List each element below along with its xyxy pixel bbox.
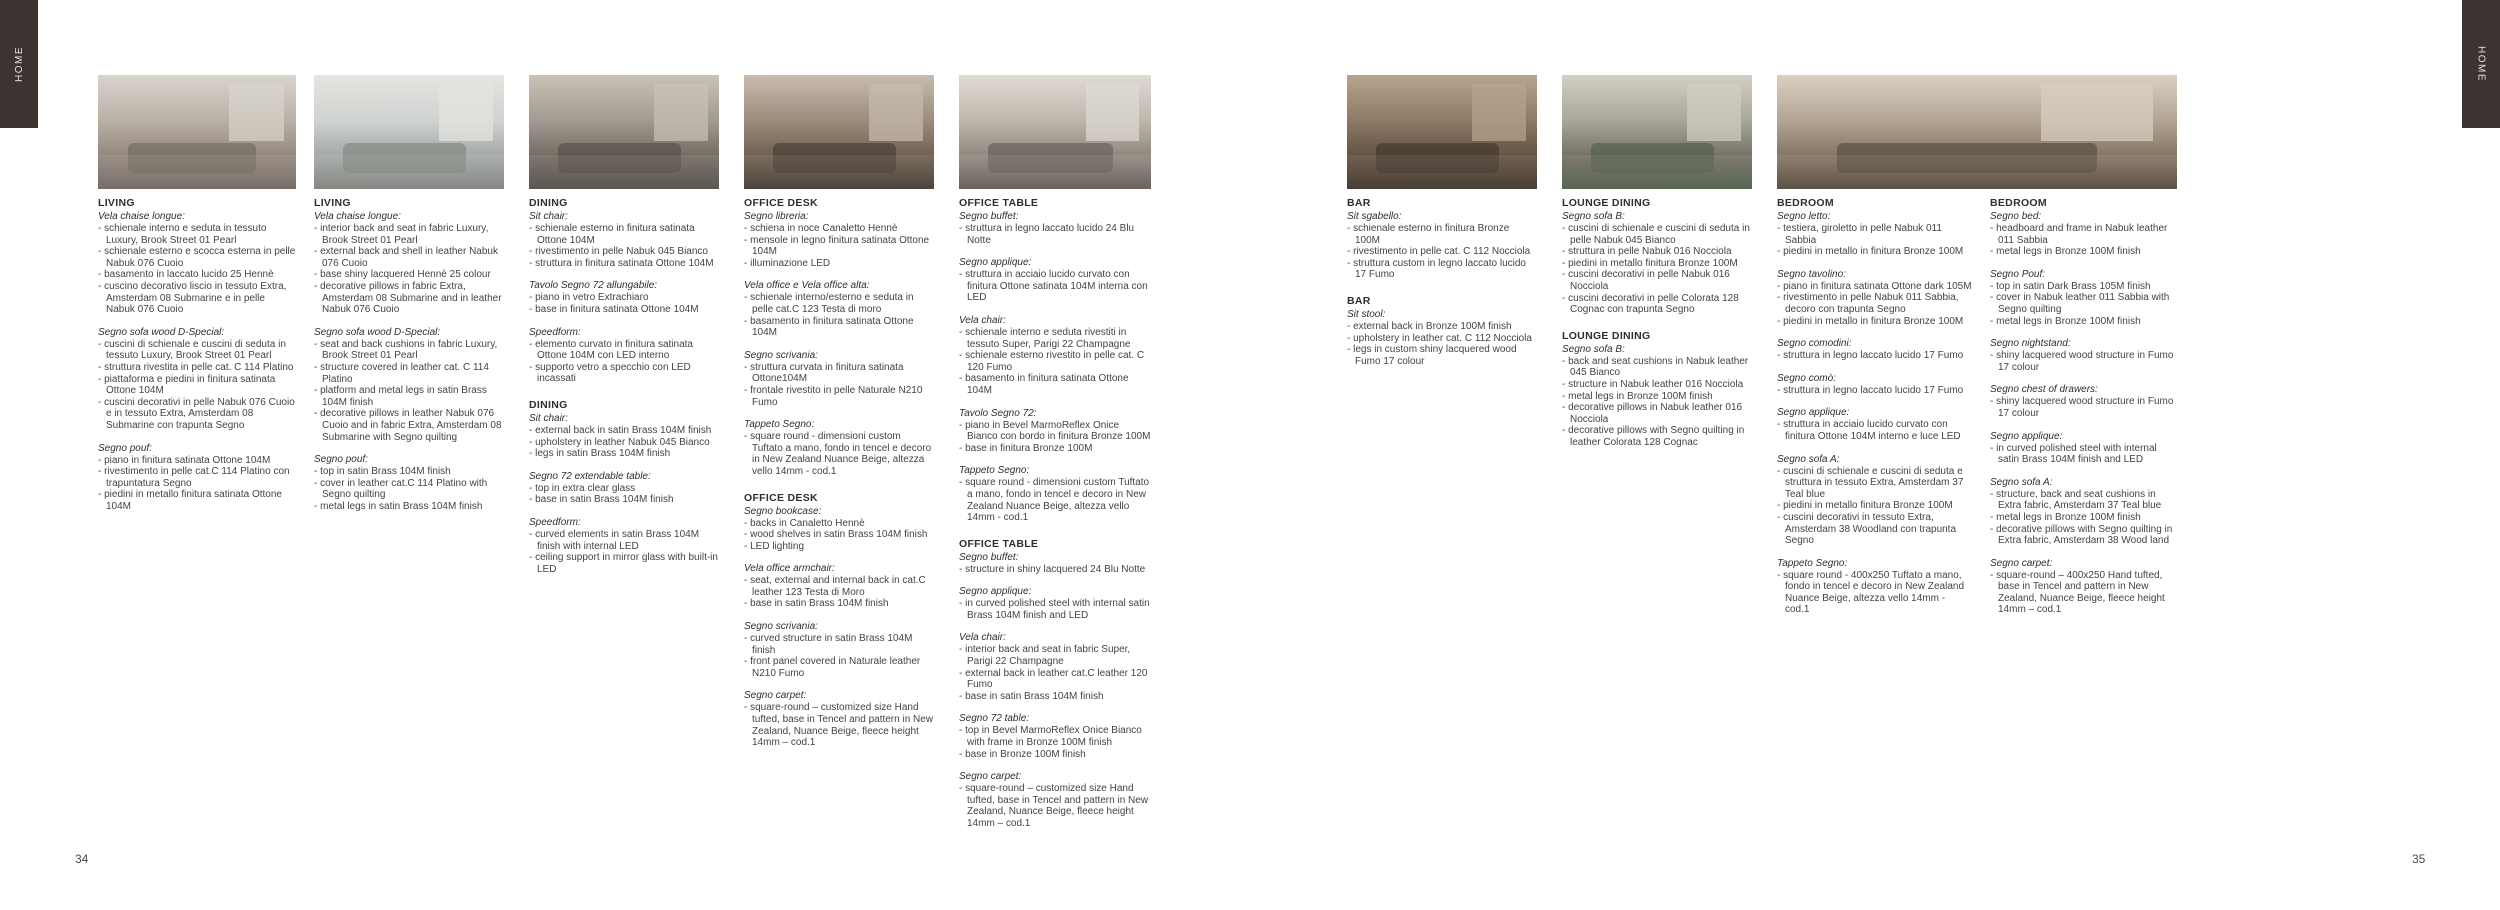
product-name: Segno buffet: — [959, 211, 1019, 222]
product-entry — [1562, 344, 1752, 449]
product-name: Vela chaise longue: — [98, 211, 185, 222]
spec-line: - metal legs in Bronze 100M finish — [1990, 511, 2141, 523]
window-light — [1687, 84, 1740, 141]
spec-line: - square round - 400x250 Tuftato a mano, fondo in tencel e decoro in New Zealand Nuance Beige, altezza vello 14mm - cod.1 — [1777, 569, 1965, 616]
furniture-shape — [558, 143, 682, 173]
product-entry — [1347, 309, 1537, 367]
column-living-it — [98, 75, 296, 526]
product-name: Segno scrivania: — [744, 621, 818, 633]
product-entry — [1777, 407, 1972, 442]
product-name: Segno libreria: — [744, 211, 809, 222]
spec-line: - metal legs in Bronze 100M finish — [1990, 246, 2141, 258]
product-entry — [529, 517, 719, 575]
spec-line: - piano in Bevel MarmoReflex Onice Bianco con bordo in finitura Bronze 100M — [959, 419, 1151, 443]
section-title: LIVING — [314, 197, 351, 209]
spec-line: - top in satin Dark Brass 105M finish — [1990, 280, 2151, 292]
spec-line: - legs in satin Brass 104M finish — [529, 448, 671, 460]
spec-line: - backs in Canaletto Hennè — [744, 517, 865, 529]
product-entry — [1990, 384, 2180, 419]
product-name: Segno pouf: — [98, 442, 152, 454]
product-entry — [529, 280, 719, 315]
product-entry — [959, 315, 1151, 397]
section — [98, 197, 296, 512]
product-name: Segno sofa wood D-Special: — [98, 326, 225, 338]
spec-line: - schienale interno/esterno e seduta in pelle cat.C 123 Testa di moro — [744, 292, 914, 315]
product-name: Tappeto Segno: — [744, 419, 815, 431]
spec-line: - curved structure in satin Brass 104M finish — [744, 633, 913, 656]
product-entry — [1777, 338, 1972, 362]
spec-line: - base shiny lacquered Hennè 25 colour — [314, 269, 491, 281]
product-entry — [529, 327, 719, 385]
product-entry — [1990, 477, 2180, 547]
section — [1347, 295, 1537, 367]
spec-line: - piedini in metallo finitura Bronze 100M — [1562, 257, 1738, 269]
product-name: Segno pouf: — [314, 454, 368, 466]
spec-line: - decorative pillows with Segno quilting in leather Colorata 128 Cognac — [1562, 425, 1745, 448]
product-entry — [744, 563, 934, 610]
spec-line: - piano in vetro Extrachiaro — [529, 292, 649, 304]
product-name: Segno comodini: — [1777, 338, 1852, 350]
product-entry — [744, 506, 934, 553]
product-entry — [744, 690, 934, 748]
spec-line: - piedini in metallo finitura Bronze 100M — [1777, 500, 1953, 512]
spec-line: - rivestimento in pelle Nabuk 011 Sabbia, decoro con trapunta Segno — [1777, 292, 1959, 315]
section — [529, 399, 719, 575]
product-entry — [1990, 558, 2180, 616]
spec-line: - metal legs in satin Brass 104M finish — [314, 500, 483, 512]
product-name: Segno 72 table: — [959, 713, 1030, 725]
product-name: Segno carpet: — [1990, 557, 2053, 569]
spec-line: - struttura curvata in finitura satinata Ottone104M — [744, 361, 904, 385]
spec-line: - front panel covered in Naturale leather N210 Fumo — [744, 656, 921, 679]
section — [744, 197, 934, 478]
product-name: Segno bed: — [1990, 211, 2042, 222]
spec-line: - cuscini decorativi in pelle Nabuk 016 Nocciola — [1562, 269, 1730, 292]
spec-line: - external back in Bronze 100M finish — [1347, 320, 1512, 332]
product-entry — [314, 211, 504, 316]
spec-line: - cuscini decorativi in pelle Nabuk 076 Cuoio e in tessuto Extra, Amsterdam 08 Submarine con trapunta Segno — [98, 396, 295, 431]
spec-line: - metal legs in Bronze 100M finish — [1990, 315, 2141, 327]
section-title: LOUNGE DINING — [1562, 329, 1651, 342]
spec-line: - basamento in finitura satinata Ottone 104M — [959, 373, 1129, 396]
spec-line: - supporto vetro a specchio con LED incassati — [529, 361, 691, 385]
window-light — [229, 84, 284, 141]
product-entry — [529, 471, 719, 506]
spec-line: - decorative pillows in fabric Extra, Amsterdam 08 Submarine and in leather Nabuk 076 Cuoio — [314, 280, 502, 316]
product-name: Segno Pouf: — [1990, 268, 2046, 280]
section-title: OFFICE TABLE — [959, 197, 1039, 209]
spec-line: - struttura in legno laccato lucido 24 Blu Notte — [959, 223, 1135, 246]
product-name: Segno buffet: — [959, 551, 1019, 563]
product-entry — [1347, 211, 1537, 281]
section — [959, 538, 1151, 830]
section — [1347, 197, 1537, 281]
furniture-shape — [773, 143, 897, 173]
spec-line: - legs in custom shiny lacquered wood Fumo 17 colour — [1347, 344, 1517, 367]
product-entry — [1990, 269, 2180, 327]
spec-line: - in curved polished steel with internal satin Brass 104M finish and LED — [1990, 442, 2157, 466]
spec-line: - base in satin Brass 104M finish — [744, 598, 889, 610]
spec-line: - square-round – customized size Hand tufted, base in Tencel and pattern in New Zealand, Nuance Beige, fleece height 14mm – cod.1 — [959, 783, 1149, 829]
product-name: Vela office e Vela office alta: — [744, 280, 870, 292]
spec-line: - top in Bevel MarmoReflex Onice Bianco with frame in Bronze 100M finish — [959, 725, 1142, 749]
spec-line: - cover in Nabuk leather 011 Sabbia with Segno quilting — [1990, 292, 2170, 315]
product-name: Segno scrivania: — [744, 349, 818, 361]
window-light — [869, 84, 922, 141]
spec-line: - ceiling support in mirror glass with built-in LED — [529, 552, 718, 575]
spec-line: - headboard and frame in Nabuk leather 011 Sabbia — [1990, 223, 2168, 246]
spec-line: - metal legs in Bronze 100M finish — [1562, 390, 1713, 402]
product-entry — [744, 211, 934, 269]
spec-line: - frontale rivestito in pelle Naturale N210 Fumo — [744, 384, 923, 408]
spec-line: - schienale esterno in finitura satinata Ottone 104M — [529, 223, 695, 246]
spec-line: - elemento curvato in finitura satinata Ottone 104M con LED interno — [529, 338, 693, 362]
photo — [1347, 75, 1537, 189]
product-name: Segno applique: — [1990, 430, 2063, 442]
spec-line: - square round - dimensioni custom Tuftato a mano, fondo in tencel e decoro in New Zealand Nuance Beige, altezza vello 14mm - cod.1 — [744, 431, 932, 477]
product-name: Segno applique: — [959, 586, 1032, 598]
product-entry — [1990, 338, 2180, 373]
section-title: BEDROOM — [1777, 197, 1834, 209]
spec-line: - schienale esterno rivestito in pelle cat. C 120 Fumo — [959, 350, 1145, 373]
spec-line: - piedini in metallo finitura satinata Ottone 104M — [98, 489, 282, 512]
spec-line: - cuscini di schienale e cuscini di seduta in pelle Nabuk 045 Bianco — [1562, 223, 1750, 246]
product-name: Segno sofa A: — [1777, 453, 1840, 465]
spec-line: - illuminazione LED — [744, 257, 831, 269]
spec-line: - decorative pillows in leather Nabuk 076 Cuoio and in fabric Extra, Amsterdam 08 Submarine with Segno quilting — [314, 408, 502, 443]
product-name: Segno sofa B: — [1562, 343, 1625, 355]
product-entry — [1777, 454, 1972, 547]
page-number-right: 35 — [2412, 852, 2426, 866]
spec-line: - rivestimento in pelle cat.C 114 Platino con trapuntatura Segno — [98, 466, 290, 489]
spec-line: - square-round – 400x250 Hand tufted, base in Tencel and pattern in New Zealand, Nuance Beige, fleece height 14mm – cod.1 — [1990, 569, 2165, 616]
spec-line: - struttura in acciaio lucido curvato con finitura Ottone 104M interno e luce LED — [1777, 419, 1961, 442]
product-name: Segno sofa A: — [1990, 476, 2053, 488]
product-name: Segno carpet: — [744, 690, 807, 702]
product-name: Segno letto: — [1777, 211, 1831, 222]
product-name: Segno tavolino: — [1777, 268, 1846, 280]
home-tab-left[interactable] — [0, 0, 38, 128]
spec-line: - back and seat cushions in Nabuk leather 045 Bianco — [1562, 355, 1749, 379]
product-name: Sit stool: — [1347, 308, 1386, 320]
spec-line: - interior back and seat in fabric Super, Parigi 22 Champagne — [959, 644, 1131, 668]
section — [744, 492, 934, 749]
section-title: BAR — [1347, 197, 1371, 209]
section-title: OFFICE DESK — [744, 197, 818, 209]
product-entry — [959, 632, 1151, 702]
product-entry — [1990, 211, 2180, 258]
spec-line: - LED lighting — [744, 540, 805, 552]
column-office-table — [959, 75, 1151, 844]
spec-line: - decorative pillows with Segno quilting in Extra fabric, Amsterdam 38 Wood land — [1990, 523, 2173, 547]
section-title: LIVING — [98, 197, 135, 209]
product-entry — [744, 621, 934, 679]
spec-line: - base in finitura Bronze 100M — [959, 442, 1093, 454]
section — [1777, 197, 1972, 616]
spec-line: - struttura in legno laccato lucido 17 Fumo — [1777, 384, 1964, 396]
spec-line: - struttura in finitura satinata Ottone 104M — [529, 257, 714, 269]
product-entry — [959, 465, 1151, 523]
spec-line: - decorative pillows in Nabuk leather 016 Nocciola — [1562, 402, 1743, 425]
product-entry — [744, 280, 934, 338]
spec-line: - seat, external and internal back in cat.C leather 123 Testa di Moro — [744, 575, 926, 598]
section — [1562, 330, 1752, 449]
product-entry — [1562, 211, 1752, 316]
spec-line: - cuscini di schienale e cuscini di seduta e struttura in tessuto Extra, Amsterdam 37 Teal blue — [1777, 465, 1964, 500]
spec-line: - piattaforma e piedini in finitura satinata Ottone 104M — [98, 373, 276, 397]
spec-line: - cover in leather cat.C 114 Platino with Segno quilting — [314, 477, 488, 501]
spec-line: - cuscini decorativi in tessuto Extra, Amsterdam 38 Woodland con trapunta Segno — [1777, 511, 1957, 547]
section-title: BEDROOM — [1990, 197, 2047, 209]
spec-line: - schienale interno e seduta rivestiti in tessuto Super, Parigi 22 Champagne — [959, 326, 1131, 350]
product-name: Speedform: — [529, 326, 581, 338]
window-light — [1472, 84, 1525, 141]
furniture-shape — [988, 143, 1113, 173]
product-entry — [98, 327, 296, 432]
product-entry — [1777, 373, 1972, 397]
section-title: BAR — [1347, 294, 1371, 307]
spec-line: - cuscini di schienale e cuscini di seduta in tessuto Luxury, Brook Street 01 Pearl — [98, 338, 286, 362]
photo — [959, 75, 1151, 189]
product-entry — [959, 408, 1151, 455]
spec-line: - base in finitura satinata Ottone 104M — [529, 303, 699, 315]
home-tab-label: HOME — [13, 46, 25, 82]
spec-line: - seat and back cushions in fabric Luxury, Brook Street 01 Pearl — [314, 338, 498, 362]
spec-line: - struttura in legno laccato lucido 17 Fumo — [1777, 350, 1964, 362]
product-name: Segno chest of drawers: — [1990, 384, 2098, 396]
spec-line: - struttura in acciaio lucido curvato con finitura Ottone satinata 104M interna con LED — [959, 269, 1148, 304]
section — [529, 197, 719, 385]
product-entry — [744, 419, 934, 477]
product-name: Segno sofa B: — [1562, 211, 1625, 222]
spec-line: - shiny lacquered wood structure in Fumo 17 colour — [1990, 396, 2174, 419]
product-name: Vela chair: — [959, 314, 1006, 326]
spec-line: - rivestimento in pelle Nabuk 045 Bianco — [529, 246, 708, 258]
photo — [1562, 75, 1752, 189]
product-entry — [959, 257, 1151, 304]
spec-line: - schienale esterno e scocca esterna in pelle Nabuk 076 Cuoio — [98, 246, 296, 269]
product-name: Sit chair: — [529, 412, 568, 424]
product-name: Tappeto Segno: — [1777, 557, 1848, 569]
product-entry — [959, 771, 1151, 829]
spec-line: - platform and metal legs in satin Brass 104M finish — [314, 385, 487, 408]
product-name: Segno sofa wood D-Special: — [314, 326, 441, 338]
spec-line: - struttura custom in legno laccato lucido 17 Fumo — [1347, 257, 1526, 281]
spec-line: - external back in satin Brass 104M finish — [529, 424, 712, 436]
product-name: Segno 72 extendable table: — [529, 470, 651, 482]
spec-line: - piedini in metallo in finitura Bronze 100M — [1777, 246, 1964, 258]
product-name: Vela chaise longue: — [314, 211, 401, 222]
spec-line: - cuscini decorativi in pelle Colorata 128 Cognac con trapunta Segno — [1562, 292, 1739, 316]
column-bedroom-it — [1777, 75, 1972, 630]
spec-line: - mensole in legno finitura satinata Ottone 104M — [744, 234, 930, 258]
page-number-left: 34 — [75, 852, 89, 866]
spec-line: - upholstery in leather Nabuk 045 Bianco — [529, 436, 710, 448]
spec-line: - testiera, giroletto in pelle Nabuk 011 Sabbia — [1777, 223, 1942, 246]
product-entry — [529, 211, 719, 269]
product-name: Tappeto Segno: — [959, 465, 1030, 477]
product-entry — [1777, 269, 1972, 327]
product-name: Tavolo Segno 72: — [959, 407, 1037, 419]
furniture-shape — [343, 143, 467, 173]
furniture-shape — [1376, 143, 1500, 173]
photo — [314, 75, 504, 189]
product-entry — [314, 454, 504, 512]
section — [1562, 197, 1752, 316]
column-bar — [1347, 75, 1537, 381]
section — [1990, 197, 2180, 616]
product-name: Segno applique: — [959, 257, 1032, 269]
product-entry — [1777, 558, 1972, 616]
spec-line: - wood shelves in satin Brass 104M finish — [744, 529, 928, 541]
section-title: DINING — [529, 197, 568, 209]
product-entry — [959, 713, 1151, 760]
spec-line: - base in satin Brass 104M finish — [529, 494, 674, 506]
spec-line: - cuscino decorativo liscio in tessuto Extra, Amsterdam 08 Submarine e in pelle Nabuk 076 Cuoio — [98, 280, 287, 316]
product-name: Segno bookcase: — [744, 505, 822, 517]
spec-line: - struttura rivestita in pelle cat. C 114 Platino — [98, 361, 294, 373]
spec-line: - structure, back and seat cushions in Extra fabric, Amsterdam 37 Teal blue — [1990, 488, 2162, 512]
furniture-shape — [1591, 143, 1715, 173]
section — [314, 197, 504, 512]
spec-line: - rivestimento in pelle cat. C 112 Nocciola — [1347, 246, 1531, 258]
spec-line: - external back and shell in leather Nabuk 076 Cuoio — [314, 246, 498, 269]
spec-line: - in curved polished steel with internal satin Brass 104M finish and LED — [959, 598, 1150, 621]
product-name: Segno comò: — [1777, 372, 1836, 384]
column-bedroom-en — [1990, 75, 2180, 630]
section-title: OFFICE TABLE — [959, 537, 1039, 550]
product-name: Segno carpet: — [959, 771, 1022, 783]
product-entry — [98, 443, 296, 513]
spec-line: - shiny lacquered wood structure in Fumo 17 colour — [1990, 350, 2174, 373]
photo — [744, 75, 934, 189]
spec-line: - upholstery in leather cat. C 112 Nocciola — [1347, 332, 1532, 344]
spec-line: - base in satin Brass 104M finish — [959, 690, 1104, 702]
spec-line: - external back in leather cat.C leather 120 Fumo — [959, 667, 1148, 691]
section-title: DINING — [529, 398, 568, 411]
spec-line: - interior back and seat in fabric Luxury, Brook Street 01 Pearl — [314, 223, 489, 246]
column-dining — [529, 75, 719, 589]
spec-line: - schiena in noce Canaletto Hennè — [744, 223, 898, 234]
spec-line: - square round - dimensioni custom Tuftato a mano, fondo in tencel e decoro in New Zealand Nuance Beige, altezza vello 14mm - cod.1 — [959, 477, 1150, 524]
spec-line: - top in satin Brass 104M finish — [314, 466, 451, 478]
product-name: Vela office armchair: — [744, 563, 835, 575]
product-name: Segno nightstand: — [1990, 338, 2071, 350]
spec-line: - piano in finitura satinata Ottone dark 105M — [1777, 280, 1972, 292]
column-living-en — [314, 75, 504, 526]
window-light — [439, 84, 492, 141]
spec-line: - schienale interno e seduta in tessuto Luxury, Brook Street 01 Pearl — [98, 223, 267, 246]
spec-line: - structure covered in leather cat. C 114 Platino — [314, 361, 489, 385]
spec-line: - piano in finitura satinata Ottone 104M — [98, 454, 271, 466]
product-name: Speedform: — [529, 516, 581, 528]
photo — [98, 75, 296, 189]
product-name: Segno applique: — [1777, 407, 1850, 419]
section — [959, 197, 1151, 524]
home-tab-label: HOME — [2475, 46, 2487, 82]
product-entry — [744, 350, 934, 408]
window-light — [1086, 84, 1140, 141]
section-title: LOUNGE DINING — [1562, 197, 1651, 209]
product-name: Sit chair: — [529, 211, 568, 222]
spec-line: - structure in shiny lacquered 24 Blu Notte — [959, 563, 1146, 575]
spec-line: - basamento in finitura satinata Ottone 104M — [744, 315, 914, 339]
section-title: OFFICE DESK — [744, 491, 818, 504]
spec-line: - square-round – customized size Hand tufted, base in Tencel and pattern in New Zealand, Nuance Beige, fleece height 14mm – cod.1 — [744, 702, 934, 749]
product-entry — [98, 211, 296, 316]
spec-line: - base in Bronze 100M finish — [959, 748, 1086, 760]
product-entry — [1777, 211, 1972, 258]
product-entry — [959, 552, 1151, 576]
product-entry — [1990, 431, 2180, 466]
product-name: Sit sgabello: — [1347, 211, 1402, 222]
spec-line: - schienale esterno in finitura Bronze 100M — [1347, 223, 1510, 246]
spec-line: - top in extra clear glass — [529, 482, 636, 494]
spec-line: - curved elements in satin Brass 104M finish with internal LED — [529, 528, 700, 552]
product-entry — [529, 413, 719, 460]
spec-line: - structure in Nabuk leather 016 Nocciola — [1562, 378, 1744, 390]
photo — [529, 75, 719, 189]
column-office-desk — [744, 75, 934, 763]
column-lounge-dining — [1562, 75, 1752, 463]
product-entry — [959, 586, 1151, 621]
product-name: Vela chair: — [959, 632, 1006, 644]
product-entry — [959, 211, 1151, 246]
product-name: Tavolo Segno 72 allungabile: — [529, 280, 658, 292]
product-entry — [314, 327, 504, 443]
furniture-shape — [128, 143, 257, 173]
home-tab-right[interactable] — [2462, 0, 2500, 128]
window-light — [654, 84, 707, 141]
spec-line: - struttura in pelle Nabuk 016 Nocciola — [1562, 246, 1732, 258]
spec-line: - basamento in laccato lucido 25 Hennè — [98, 269, 274, 281]
spec-line: - piedini in metallo in finitura Bronze 100M — [1777, 315, 1964, 327]
